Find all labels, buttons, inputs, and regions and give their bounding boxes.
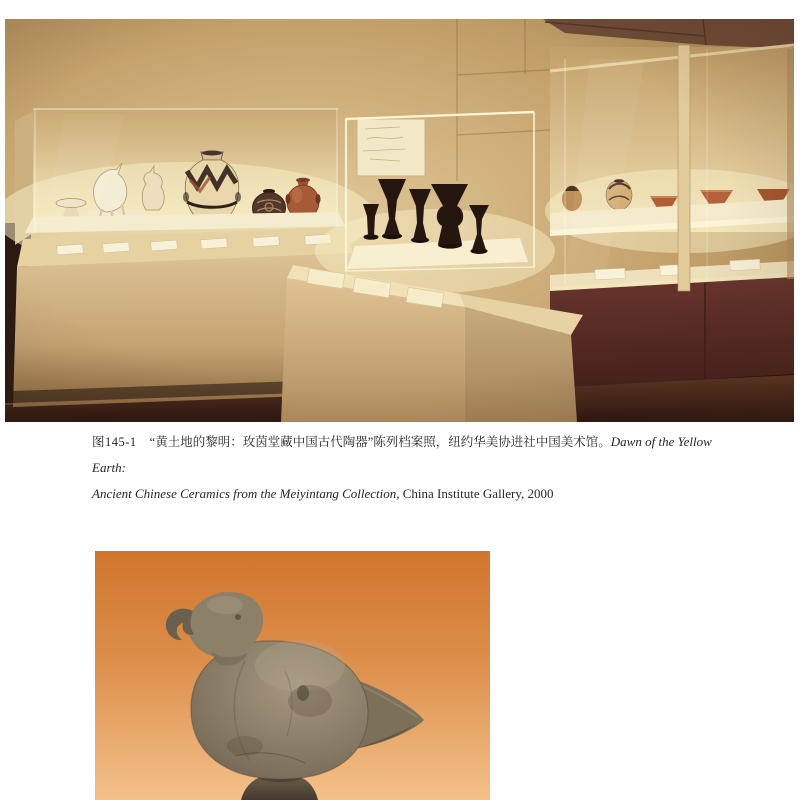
figure-caption <box>92 429 718 507</box>
gallery-photo <box>5 19 794 422</box>
caption-chinese: “黄土地的黎明：玫茵堂藏中国古代陶器”陈列档案照，纽约华美协进社中国美术馆。 <box>149 435 611 449</box>
caption-line-2 <box>92 481 718 507</box>
photo-vignette <box>5 19 794 422</box>
bird-eye <box>235 614 241 620</box>
bird-photo <box>95 551 490 800</box>
caption-english-title-2: Ancient Chinese Ceramics from the Meiyintang Collection <box>92 486 397 501</box>
caption-line-1 <box>92 429 718 481</box>
figure-label: 图145-1 <box>92 435 137 449</box>
caption-english-source: , China Institute Gallery, 2000 <box>396 486 554 501</box>
bird-figure <box>95 551 490 800</box>
gallery-figure <box>5 19 794 422</box>
caption-english-title-1: Dawn of the Yellow Earth: <box>92 434 712 475</box>
